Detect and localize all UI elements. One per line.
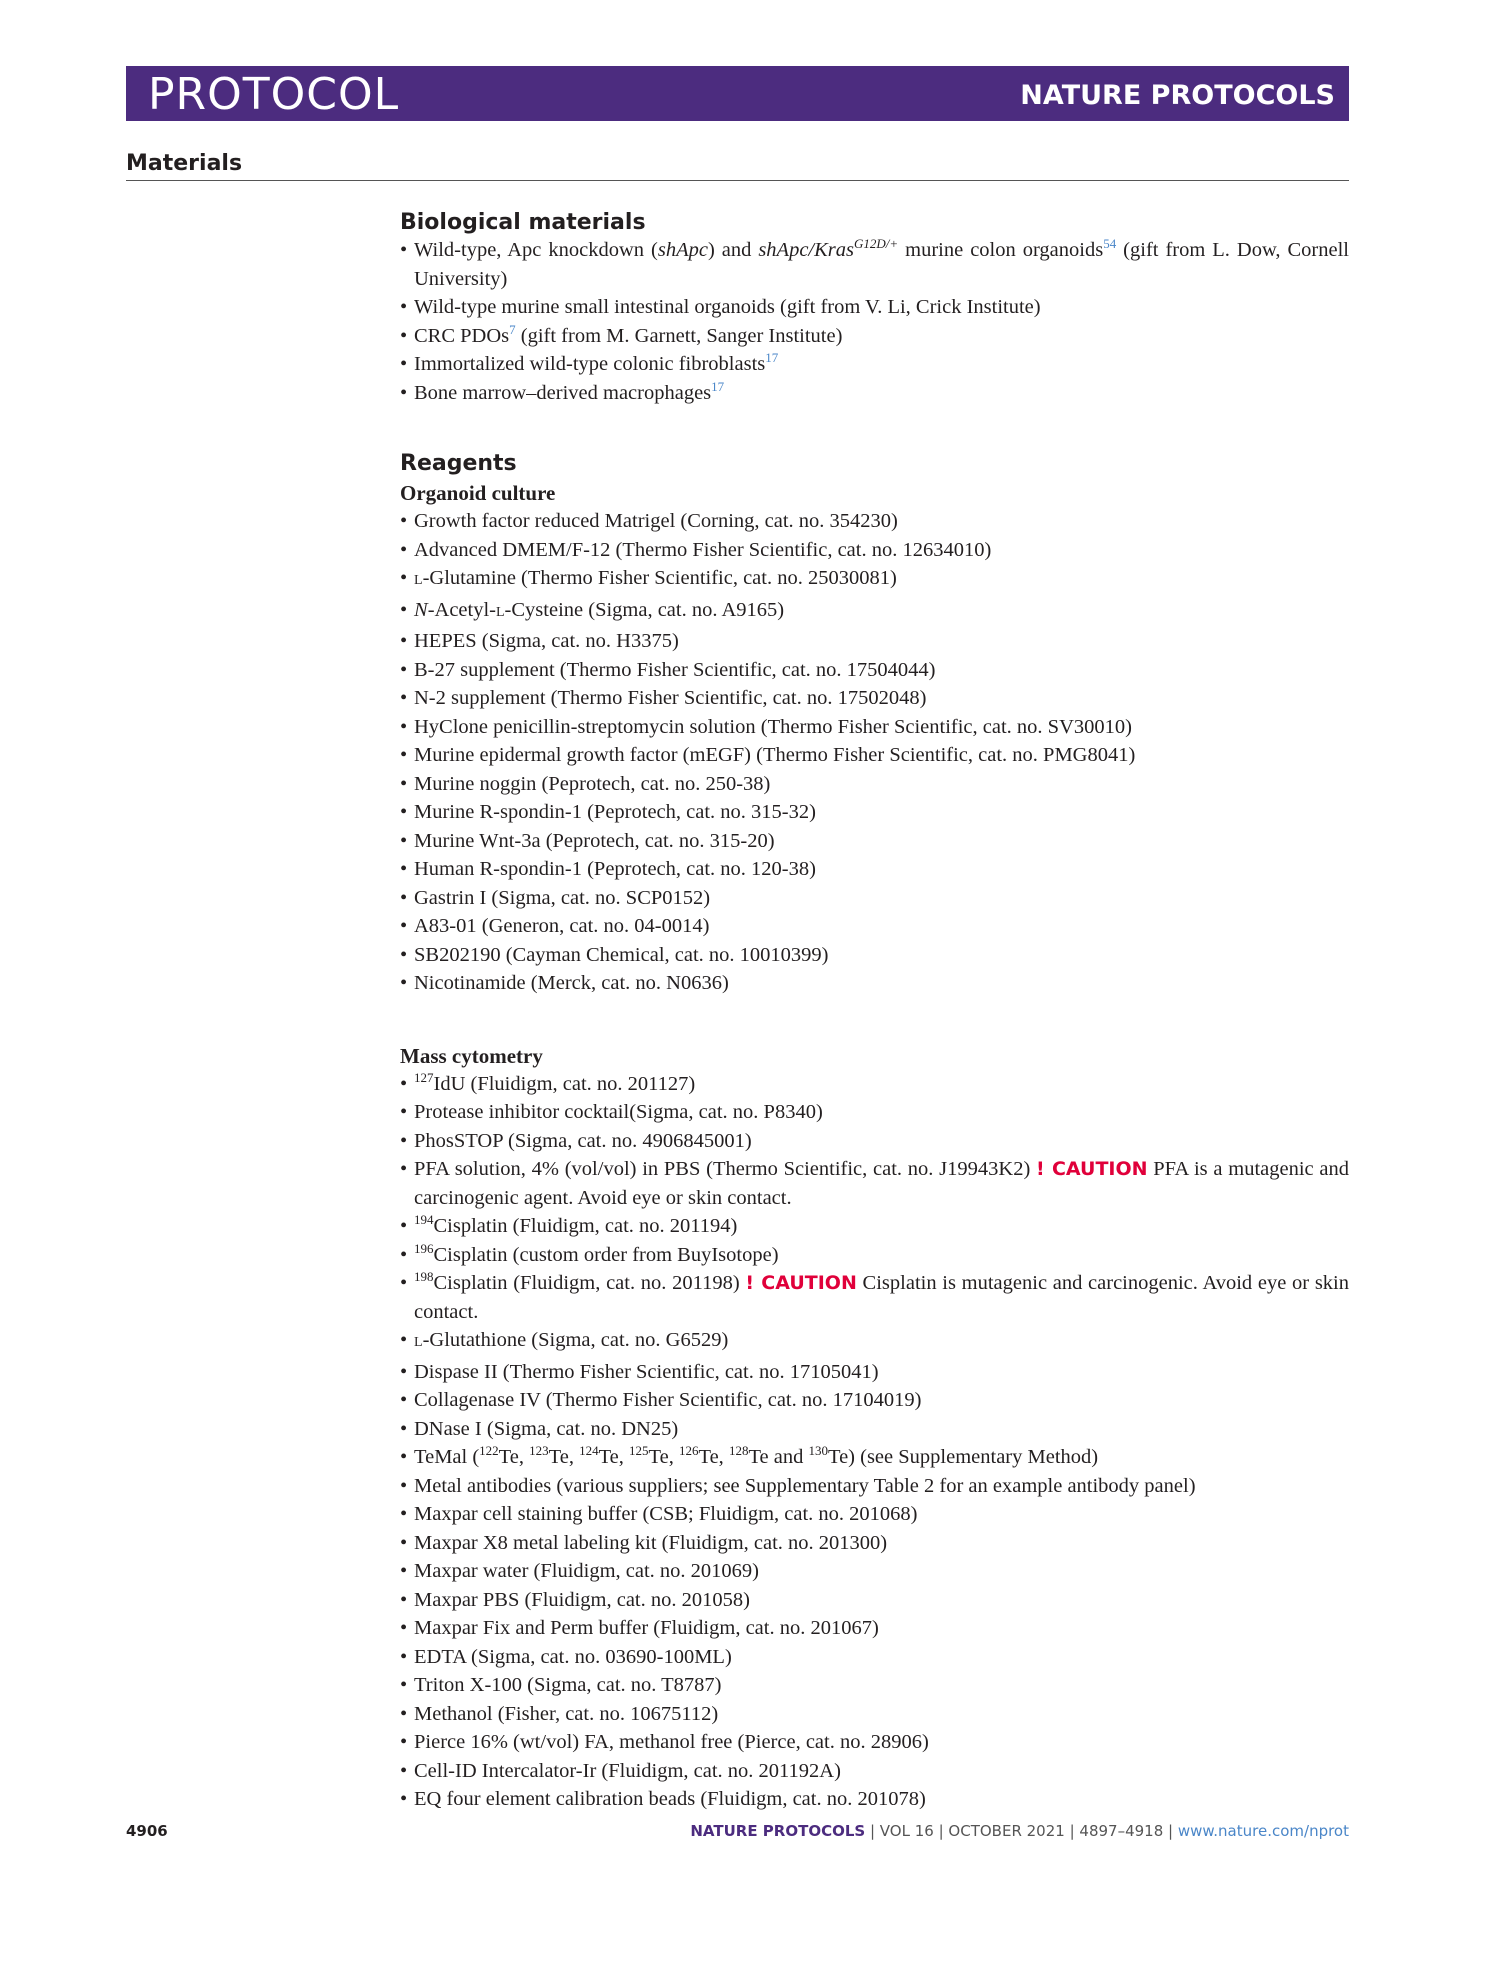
list-item: • N-2 supplement (Thermo Fisher Scientific, cat. no. 17502048) <box>400 684 1349 713</box>
header-banner <box>126 66 1349 121</box>
list-item: • L-Glutathione (Sigma, cat. no. G6529) <box>400 1326 1349 1358</box>
list-item: • DNase I (Sigma, cat. no. DN25) <box>400 1415 1349 1444</box>
list-item: • Metal antibodies (various suppliers; see Supplementary Table 2 for an example antibody panel) <box>400 1472 1349 1501</box>
list-item: • $^{194}$Cisplatin (Fluidigm, cat. no. 201194) <box>400 1212 1349 1241</box>
list-item: • HEPES (Sigma, cat. no. H3375) <box>400 627 1349 656</box>
list-item: • Bone marrow–derived macrophages$^{17}$ <box>400 379 1349 408</box>
footer-url-link[interactable]: www.nature.com/nprot <box>1177 1822 1349 1840</box>
list-item: • Murine noggin (Peprotech, cat. no. 250-38) <box>400 770 1349 799</box>
citation-link[interactable]: 17 <box>765 350 779 366</box>
list-item: • Murine Wnt-3a (Peprotech, cat. no. 315-20) <box>400 827 1349 856</box>
list-item: • PFA solution, 4% (vol/vol) in PBS (Thermo Scientific, cat. no. J19943K2) ! CAUTION PFA is a mutagenic and carcinogenic agent. Avoid eye or skin contact. <box>400 1155 1349 1212</box>
biological-materials-heading: Biological materials <box>400 210 646 235</box>
list-item: • Advanced DMEM/F-12 (Thermo Fisher Scientific, cat. no. 12634010) <box>400 536 1349 565</box>
list-item: • Human R-spondin-1 (Peprotech, cat. no. 120-38) <box>400 855 1349 884</box>
section-title: Materials <box>126 151 243 176</box>
footer-pages: 4897–4918 <box>1079 1822 1164 1840</box>
list-item: • Maxpar Fix and Perm buffer (Fluidigm, cat. no. 201067) <box>400 1614 1349 1643</box>
list-item: • CRC PDOs$^7$ (gift from M. Garnett, Sanger Institute) <box>400 322 1349 351</box>
reagents-heading: Reagents <box>400 451 517 476</box>
journal-name-header: NATURE PROTOCOLS <box>1020 80 1335 111</box>
list-item: • Cell-ID Intercalator-Ir (Fluidigm, cat. no. 201192A) <box>400 1757 1349 1786</box>
list-item: • Dispase II (Thermo Fisher Scientific, cat. no. 17105041) <box>400 1358 1349 1387</box>
list-item: • N-Acetyl-L-Cysteine (Sigma, cat. no. A9165) <box>400 596 1349 628</box>
list-item: • EQ four element calibration beads (Fluidigm, cat. no. 201078) <box>400 1785 1349 1814</box>
list-item: • Maxpar cell staining buffer (CSB; Fluidigm, cat. no. 201068) <box>400 1500 1349 1529</box>
list-item: • Wild-type murine small intestinal organoids (gift from V. Li, Crick Institute) <box>400 293 1349 322</box>
list-item: • Maxpar X8 metal labeling kit (Fluidigm, cat. no. 201300) <box>400 1529 1349 1558</box>
list-item: • Murine R-spondin-1 (Peprotech, cat. no. 315-32) <box>400 798 1349 827</box>
list-item: • Collagenase IV (Thermo Fisher Scientific, cat. no. 17104019) <box>400 1386 1349 1415</box>
citation-link[interactable]: 7 <box>509 321 516 337</box>
caution-label: ! CAUTION <box>1036 1158 1148 1180</box>
footer-journal: NATURE PROTOCOLS <box>690 1822 866 1840</box>
list-item: • Growth factor reduced Matrigel (Corning, cat. no. 354230) <box>400 507 1349 536</box>
list-item: • TeMal ($^{122}$Te, $^{123}$Te, $^{124}$Te, $^{125}$Te, $^{126}$Te, $^{128}$Te and $^{130}$Te) (see Supplementary Method) <box>400 1443 1349 1472</box>
footer-volume: VOL 16 <box>879 1822 934 1840</box>
footer-citation: NATURE PROTOCOLS | VOL 16 | OCTOBER 2021 | 4897–4918 | www.nature.com/nprot <box>690 1822 1349 1840</box>
list-item: • $^{127}$IdU (Fluidigm, cat. no. 201127) <box>400 1070 1349 1099</box>
organoid-culture-heading: Organoid culture <box>400 481 556 505</box>
materials-content <box>400 210 1349 1814</box>
citation-link[interactable]: 17 <box>711 378 725 394</box>
list-item: • $^{198}$Cisplatin (Fluidigm, cat. no. 201198) ! CAUTION Cisplatin is mutagenic and carcinogenic. Avoid eye or skin contact. <box>400 1269 1349 1326</box>
caution-label: ! CAUTION <box>745 1272 857 1294</box>
list-item: • EDTA (Sigma, cat. no. 03690-100ML) <box>400 1643 1349 1672</box>
list-item: • Immortalized wild-type colonic fibroblasts$^{17}$ <box>400 350 1349 379</box>
biological-materials-list <box>400 236 1349 407</box>
page-number: 4906 <box>126 1822 168 1840</box>
mass-cytometry-heading: Mass cytometry <box>400 1043 543 1068</box>
list-item: • L-Glutamine (Thermo Fisher Scientific, cat. no. 25030081) <box>400 564 1349 596</box>
list-item: • Pierce 16% (wt/vol) FA, methanol free (Pierce, cat. no. 28906) <box>400 1728 1349 1757</box>
footer-date: OCTOBER 2021 <box>948 1822 1065 1840</box>
list-item: • Maxpar PBS (Fluidigm, cat. no. 201058) <box>400 1586 1349 1615</box>
list-item: • Methanol (Fisher, cat. no. 10675112) <box>400 1700 1349 1729</box>
list-item: • Maxpar water (Fluidigm, cat. no. 201069) <box>400 1557 1349 1586</box>
citation-link[interactable]: 54 <box>1103 236 1117 252</box>
list-item: • Wild-type, Apc knockdown (shApc) and shApc/Kras$^{G12D/+}$ murine colon organoids$^{54}$ (gift from L. Dow, Cornell University) <box>400 236 1349 293</box>
list-item: • SB202190 (Cayman Chemical, cat. no. 10010399) <box>400 941 1349 970</box>
list-item: • B-27 supplement (Thermo Fisher Scientific, cat. no. 17504044) <box>400 656 1349 685</box>
list-item: • Nicotinamide (Merck, cat. no. N0636) <box>400 969 1349 998</box>
mass-cytometry-list <box>400 1070 1349 1814</box>
organoid-culture-list <box>400 507 1349 998</box>
section-divider <box>126 180 1349 181</box>
list-item: • PhosSTOP (Sigma, cat. no. 4906845001) <box>400 1127 1349 1156</box>
list-item: • $^{196}$Cisplatin (custom order from BuyIsotope) <box>400 1241 1349 1270</box>
list-item: • Gastrin I (Sigma, cat. no. SCP0152) <box>400 884 1349 913</box>
list-item: • Triton X-100 (Sigma, cat. no. T8787) <box>400 1671 1349 1700</box>
list-item: • Murine epidermal growth factor (mEGF) (Thermo Fisher Scientific, cat. no. PMG8041) <box>400 741 1349 770</box>
article-type-label: PROTOCOL <box>148 69 400 120</box>
list-item: • Protease inhibitor cocktail(Sigma, cat. no. P8340) <box>400 1098 1349 1127</box>
list-item: • A83-01 (Generon, cat. no. 04-0014) <box>400 912 1349 941</box>
list-item: • HyClone penicillin-streptomycin solution (Thermo Fisher Scientific, cat. no. SV30010) <box>400 713 1349 742</box>
